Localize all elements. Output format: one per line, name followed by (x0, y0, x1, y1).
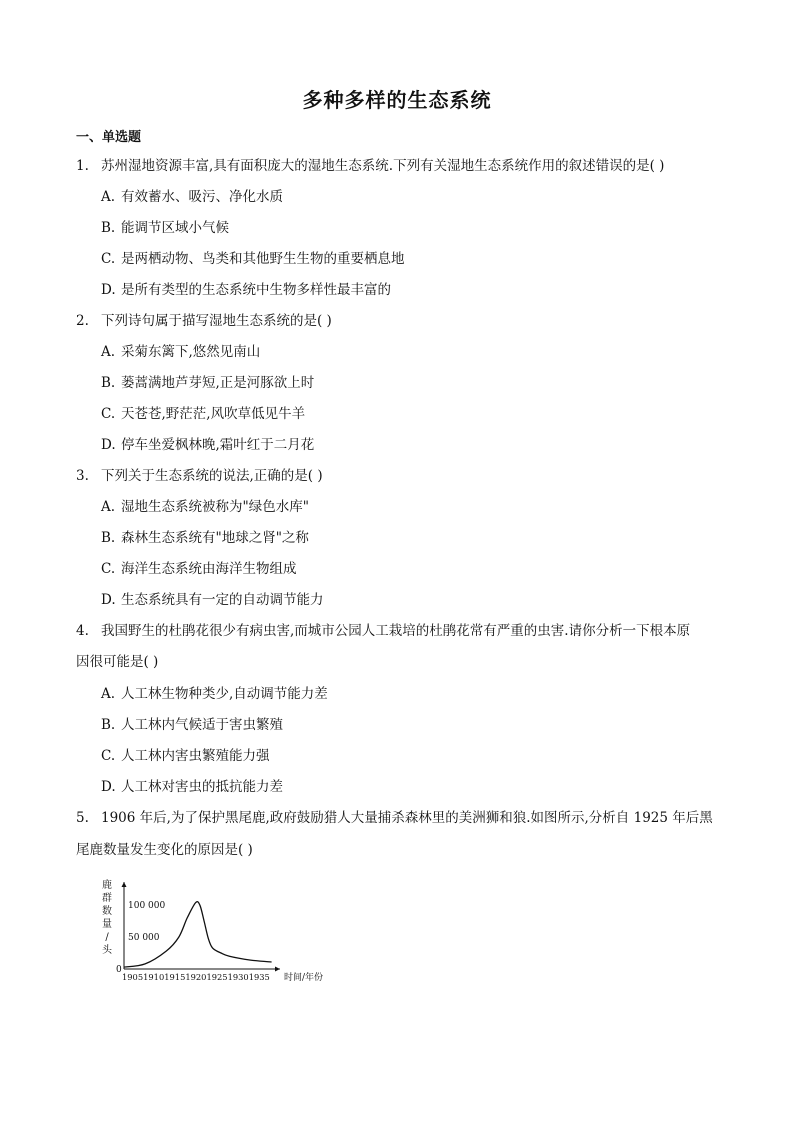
x-axis-arrow (275, 967, 280, 972)
option-text: 是所有类型的生态系统中生物多样性最丰富的 (121, 282, 391, 298)
option-3b[interactable] (101, 528, 309, 548)
option-4c[interactable] (101, 746, 270, 766)
option-text: 人工林生物种类少,自动调节能力差 (121, 686, 328, 702)
option-2b[interactable] (101, 373, 314, 393)
page-title: 多种多样的生态系统 (302, 88, 492, 112)
option-text: 森林生态系统有"地球之肾"之称 (121, 530, 309, 546)
y-axis-label-char: 鹿 (102, 880, 112, 891)
y-axis-label-char: 群 (102, 893, 112, 904)
question-stem: 苏州湿地资源丰富,具有面积庞大的湿地生态系统.下列有关湿地生态系统作用的叙述错误的是( ) (101, 158, 665, 174)
option-text: 是两栖动物、鸟类和其他野生生物的重要栖息地 (121, 251, 405, 267)
option-label: A. (101, 189, 116, 205)
question-stem: 我国野生的杜鹃花很少有病虫害,而城市公园人工栽培的杜鹃花常有严重的虫害.请你分析一下根本原 (101, 623, 691, 639)
option-label: D. (101, 437, 116, 453)
option-label: A. (101, 499, 116, 515)
question-3 (76, 466, 323, 486)
option-label: A. (101, 686, 116, 702)
question-4-continued: 因很可能是( ) (76, 654, 159, 670)
option-4b[interactable] (101, 715, 283, 735)
option-text: 湿地生态系统被称为"绿色水库" (121, 499, 309, 515)
y-axis-label-char: 量 (102, 919, 112, 930)
y-axis-arrow (122, 882, 127, 887)
option-text: 海洋生态系统由海洋生物组成 (121, 561, 297, 577)
question-stem: 下列关于生态系统的说法,正确的是( ) (101, 468, 323, 484)
option-3a[interactable] (101, 497, 309, 517)
option-label: D. (101, 282, 116, 298)
x-axis-label: 时间/年份 (284, 973, 324, 983)
option-2c[interactable] (101, 404, 305, 424)
option-4d[interactable] (101, 777, 283, 797)
question-number: 5. (76, 810, 89, 826)
option-label: B. (101, 717, 116, 733)
option-1b[interactable] (101, 218, 229, 238)
question-5-continued: 尾鹿数量发生变化的原因是( ) (76, 842, 253, 858)
question-5 (76, 808, 713, 828)
question-4 (76, 621, 690, 641)
option-label: B. (101, 220, 116, 236)
option-label: C. (101, 748, 116, 764)
question-1 (76, 156, 664, 176)
option-2d[interactable] (101, 435, 314, 455)
y-ticks (128, 901, 165, 943)
option-text: 人工林内害虫繁殖能力强 (121, 748, 270, 764)
option-2a[interactable] (101, 342, 260, 362)
question-number: 4. (76, 623, 89, 639)
option-3d[interactable] (101, 590, 324, 610)
option-1c[interactable] (101, 249, 405, 269)
y-tick-label: 100 000 (128, 901, 166, 912)
option-label: A. (101, 344, 116, 360)
option-label: C. (101, 561, 116, 577)
deer-population-chart (100, 876, 350, 986)
question-stem: 下列诗句属于描写湿地生态系统的是( ) (101, 313, 332, 329)
y-axis-label-char: 数 (102, 906, 112, 917)
option-label: D. (101, 592, 116, 608)
origin-label: 0 (116, 965, 122, 975)
option-label: B. (101, 375, 116, 391)
option-label: D. (101, 779, 116, 795)
option-text: 能调节区域小气候 (121, 220, 229, 236)
option-1a[interactable] (101, 187, 283, 207)
x-tick-labels: 1905191019151920192519301935 (122, 972, 270, 982)
section-heading: 一、单选题 (76, 130, 142, 145)
y-tick-label: 50 000 (128, 933, 160, 944)
option-text: 生态系统具有一定的自动调节能力 (121, 592, 324, 608)
question-number: 2. (76, 313, 89, 329)
option-label: C. (101, 406, 116, 422)
option-text: 停车坐爱枫林晚,霜叶红于二月花 (121, 437, 315, 453)
question-2 (76, 311, 332, 331)
y-axis-label (102, 878, 113, 956)
y-axis-label-char: / (105, 932, 109, 943)
option-3c[interactable] (101, 559, 297, 579)
option-label: C. (101, 251, 116, 267)
option-text: 有效蓄水、吸污、净化水质 (121, 189, 283, 205)
option-text: 人工林内气候适于害虫繁殖 (121, 717, 283, 733)
option-text: 蒌蒿满地芦芽短,正是河豚欲上时 (121, 375, 315, 391)
option-text: 天苍苍,野茫茫,风吹草低见牛羊 (121, 406, 306, 422)
option-4a[interactable] (101, 684, 328, 704)
option-1d[interactable] (101, 280, 391, 300)
question-number: 3. (76, 468, 89, 484)
y-axis-label-char: 头 (102, 945, 112, 956)
question-number: 1. (76, 158, 89, 174)
option-text: 人工林对害虫的抵抗能力差 (121, 779, 283, 795)
option-text: 采菊东篱下,悠然见南山 (121, 344, 261, 360)
option-label: B. (101, 530, 116, 546)
question-stem: 1906 年后,为了保护黑尾鹿,政府鼓励猎人大量捕杀森林里的美洲狮和狼.如图所示,分析自 1925 年后黑 (101, 810, 713, 826)
